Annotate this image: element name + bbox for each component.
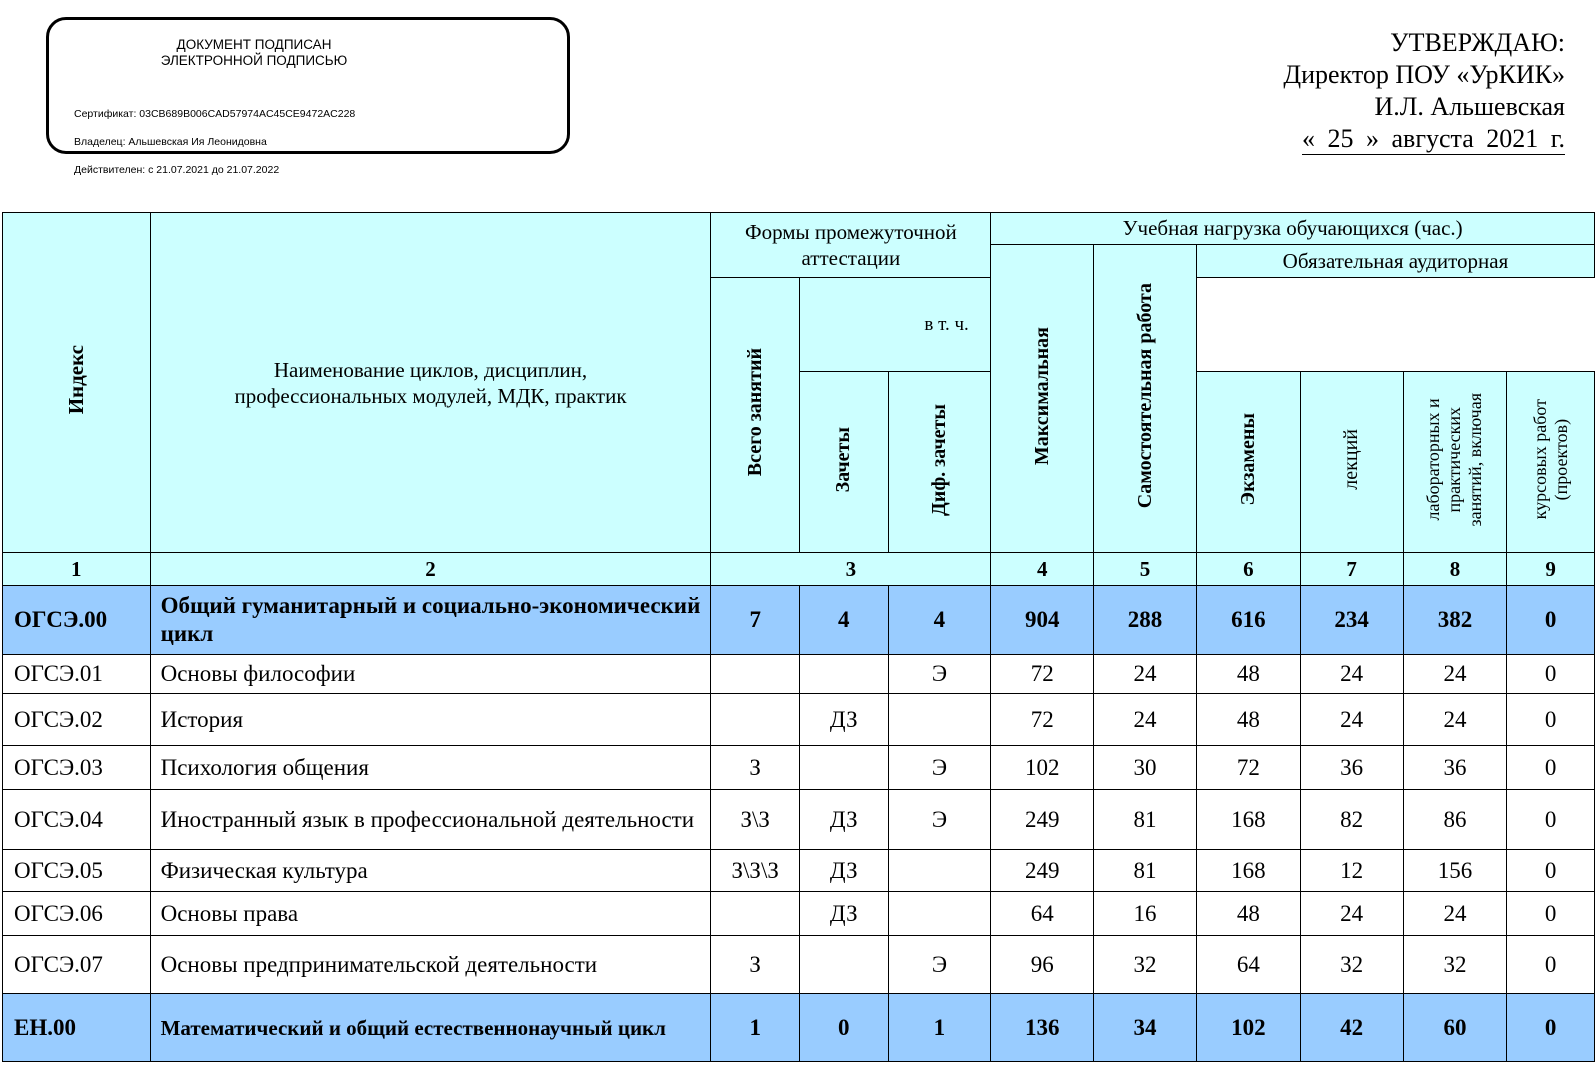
row-total: 168	[1196, 850, 1300, 892]
row-diff-zachety: 4	[799, 586, 888, 655]
header-mandatory: Обязательная аудиторная	[1196, 245, 1594, 278]
row-total: 48	[1196, 694, 1300, 746]
header-course-works: курсовых работ (проектов)	[1507, 372, 1595, 553]
row-lectures: 42	[1300, 994, 1403, 1062]
header-including: в т. ч.	[799, 278, 1093, 372]
header-lectures: лекций	[1300, 372, 1403, 553]
row-exams	[888, 850, 991, 892]
row-diff-zachety: ДЗ	[799, 850, 888, 892]
row-labs: 86	[1403, 790, 1507, 850]
row-max: 64	[991, 892, 1094, 936]
table-row	[3, 850, 1595, 892]
row-self-work: 24	[1094, 655, 1197, 694]
row-max: 249	[991, 850, 1094, 892]
row-name: Основы философии	[150, 655, 711, 694]
row-course-works: 0	[1507, 892, 1595, 936]
row-name: Иностранный язык в профессиональной деятельности	[150, 790, 711, 850]
row-course-works: 0	[1507, 850, 1595, 892]
row-course-works: 0	[1507, 655, 1595, 694]
row-lectures: 32	[1300, 936, 1403, 994]
row-lectures: 24	[1300, 892, 1403, 936]
column-number: 2	[150, 553, 711, 586]
table-row	[3, 936, 1595, 994]
row-self-work: 288	[1094, 586, 1197, 655]
row-zachety: 1	[711, 994, 800, 1062]
row-self-work: 30	[1094, 746, 1197, 790]
table-row	[3, 790, 1595, 850]
approval-date: « 25 » августа 2021 г.	[1302, 124, 1565, 153]
row-self-work: 34	[1094, 994, 1197, 1062]
row-zachety: З\З	[711, 790, 800, 850]
column-number: 1	[3, 553, 151, 586]
row-zachety: З\З\З	[711, 850, 800, 892]
row-zachety	[711, 694, 800, 746]
row-zachety: 7	[711, 586, 800, 655]
row-labs: 24	[1403, 694, 1507, 746]
row-course-works: 0	[1507, 790, 1595, 850]
row-labs: 60	[1403, 994, 1507, 1062]
row-max: 102	[991, 746, 1094, 790]
row-exams	[888, 892, 991, 936]
row-labs: 156	[1403, 850, 1507, 892]
approval-signer: И.Л. Альшевская	[1374, 92, 1565, 121]
column-number: 8	[1403, 553, 1507, 586]
row-name: Общий гуманитарный и социально-экономический цикл	[150, 586, 711, 655]
row-name: История	[150, 694, 711, 746]
row-max: 249	[991, 790, 1094, 850]
approval-heading: УТВЕРЖДАЮ:	[1390, 28, 1565, 57]
row-max: 96	[991, 936, 1094, 994]
header-load: Учебная нагрузка обучающихся (час.)	[991, 213, 1595, 245]
column-number: 7	[1300, 553, 1403, 586]
section-row	[3, 994, 1595, 1062]
row-diff-zachety: ДЗ	[799, 694, 888, 746]
row-index: ОГСЭ.01	[3, 655, 151, 694]
row-exams: Э	[888, 790, 991, 850]
column-number: 6	[1196, 553, 1300, 586]
column-number: 9	[1507, 553, 1595, 586]
row-total: 72	[1196, 746, 1300, 790]
row-zachety	[711, 892, 800, 936]
row-index: ОГСЭ.00	[3, 586, 151, 655]
row-total: 102	[1196, 994, 1300, 1062]
row-total: 616	[1196, 586, 1300, 655]
row-diff-zachety: 0	[799, 994, 888, 1062]
row-diff-zachety: ДЗ	[799, 892, 888, 936]
row-index: ОГСЭ.04	[3, 790, 151, 850]
row-diff-zachety	[799, 746, 888, 790]
row-max: 904	[991, 586, 1094, 655]
header-forms: Формы промежуточной аттестации	[711, 213, 991, 278]
row-exams: Э	[888, 655, 991, 694]
row-labs: 32	[1403, 936, 1507, 994]
stamp-certificate: Сертификат: 03CB689B006CAD57974AC45CE9472AC228	[74, 108, 356, 120]
row-diff-zachety: ДЗ	[799, 790, 888, 850]
header-index: Индекс	[3, 213, 151, 553]
stamp-title: ДОКУМЕНТ ПОДПИСАН ЭЛЕКТРОННОЙ ПОДПИСЬЮ	[160, 37, 348, 68]
header-self-work: Самостоятельная работа	[1094, 245, 1197, 553]
row-name: Физическая культура	[150, 850, 711, 892]
table-row	[3, 655, 1595, 694]
row-index: ЕН.00	[3, 994, 151, 1062]
row-exams	[888, 694, 991, 746]
header-name: Наименование циклов, дисциплин, профессиональных модулей, МДК, практик	[150, 213, 711, 553]
row-index: ОГСЭ.07	[3, 936, 151, 994]
column-number: 5	[1094, 553, 1197, 586]
row-course-works: 0	[1507, 936, 1595, 994]
row-exams: Э	[888, 936, 991, 994]
row-lectures: 24	[1300, 655, 1403, 694]
table-row	[3, 694, 1595, 746]
row-max: 72	[991, 694, 1094, 746]
row-lectures: 82	[1300, 790, 1403, 850]
row-course-works: 0	[1507, 746, 1595, 790]
row-max: 72	[991, 655, 1094, 694]
header-total: Всего занятий	[711, 278, 800, 553]
row-name: Психология общения	[150, 746, 711, 790]
row-index: ОГСЭ.06	[3, 892, 151, 936]
row-self-work: 16	[1094, 892, 1197, 936]
row-total: 48	[1196, 892, 1300, 936]
stamp-owner: Владелец: Альшевская Ия Леонидовна	[74, 136, 267, 148]
row-max: 136	[991, 994, 1094, 1062]
row-diff-zachety	[799, 655, 888, 694]
column-number: 4	[991, 553, 1094, 586]
row-labs: 382	[1403, 586, 1507, 655]
header-diff-zachety: Диф. зачеты	[888, 372, 991, 553]
row-course-works: 0	[1507, 586, 1595, 655]
row-lectures: 12	[1300, 850, 1403, 892]
approval-position: Директор ПОУ «УрКИК»	[1283, 60, 1565, 89]
table-row	[3, 746, 1595, 790]
row-self-work: 32	[1094, 936, 1197, 994]
row-lectures: 24	[1300, 694, 1403, 746]
row-exams: 4	[888, 586, 991, 655]
row-name: Основы предпринимательской деятельности	[150, 936, 711, 994]
row-labs: 24	[1403, 892, 1507, 936]
stamp-validity: Действителен: с 21.07.2021 до 21.07.2022	[74, 164, 280, 176]
stamp-details	[74, 93, 355, 191]
row-lectures: 36	[1300, 746, 1403, 790]
row-labs: 36	[1403, 746, 1507, 790]
row-name: Основы права	[150, 892, 711, 936]
row-index: ОГСЭ.05	[3, 850, 151, 892]
row-course-works: 0	[1507, 694, 1595, 746]
row-index: ОГСЭ.03	[3, 746, 151, 790]
row-zachety: З	[711, 746, 800, 790]
curriculum-table	[2, 212, 1595, 1062]
table-row	[3, 892, 1595, 936]
row-name: Математический и общий естественнонаучный цикл	[150, 994, 711, 1062]
row-zachety: З	[711, 936, 800, 994]
row-zachety	[711, 655, 800, 694]
row-index: ОГСЭ.02	[3, 694, 151, 746]
row-course-works: 0	[1507, 994, 1595, 1062]
row-total: 168	[1196, 790, 1300, 850]
column-numbers-row	[3, 553, 1595, 586]
row-diff-zachety	[799, 936, 888, 994]
row-total: 64	[1196, 936, 1300, 994]
row-self-work: 81	[1094, 790, 1197, 850]
section-row	[3, 586, 1595, 655]
row-self-work: 81	[1094, 850, 1197, 892]
electronic-signature-stamp	[46, 17, 570, 176]
header-zachety: Зачеты	[799, 372, 888, 553]
row-lectures: 234	[1300, 586, 1403, 655]
column-number: 3	[711, 553, 991, 586]
row-exams: 1	[888, 994, 991, 1062]
header-max: Максимальная	[991, 245, 1094, 553]
header-labs: лабораторных и практических занятий, включая	[1403, 372, 1507, 553]
header-exams: Экзамены	[1196, 372, 1300, 553]
row-labs: 24	[1403, 655, 1507, 694]
row-total: 48	[1196, 655, 1300, 694]
approval-block	[1283, 27, 1565, 155]
row-exams: Э	[888, 746, 991, 790]
row-self-work: 24	[1094, 694, 1197, 746]
